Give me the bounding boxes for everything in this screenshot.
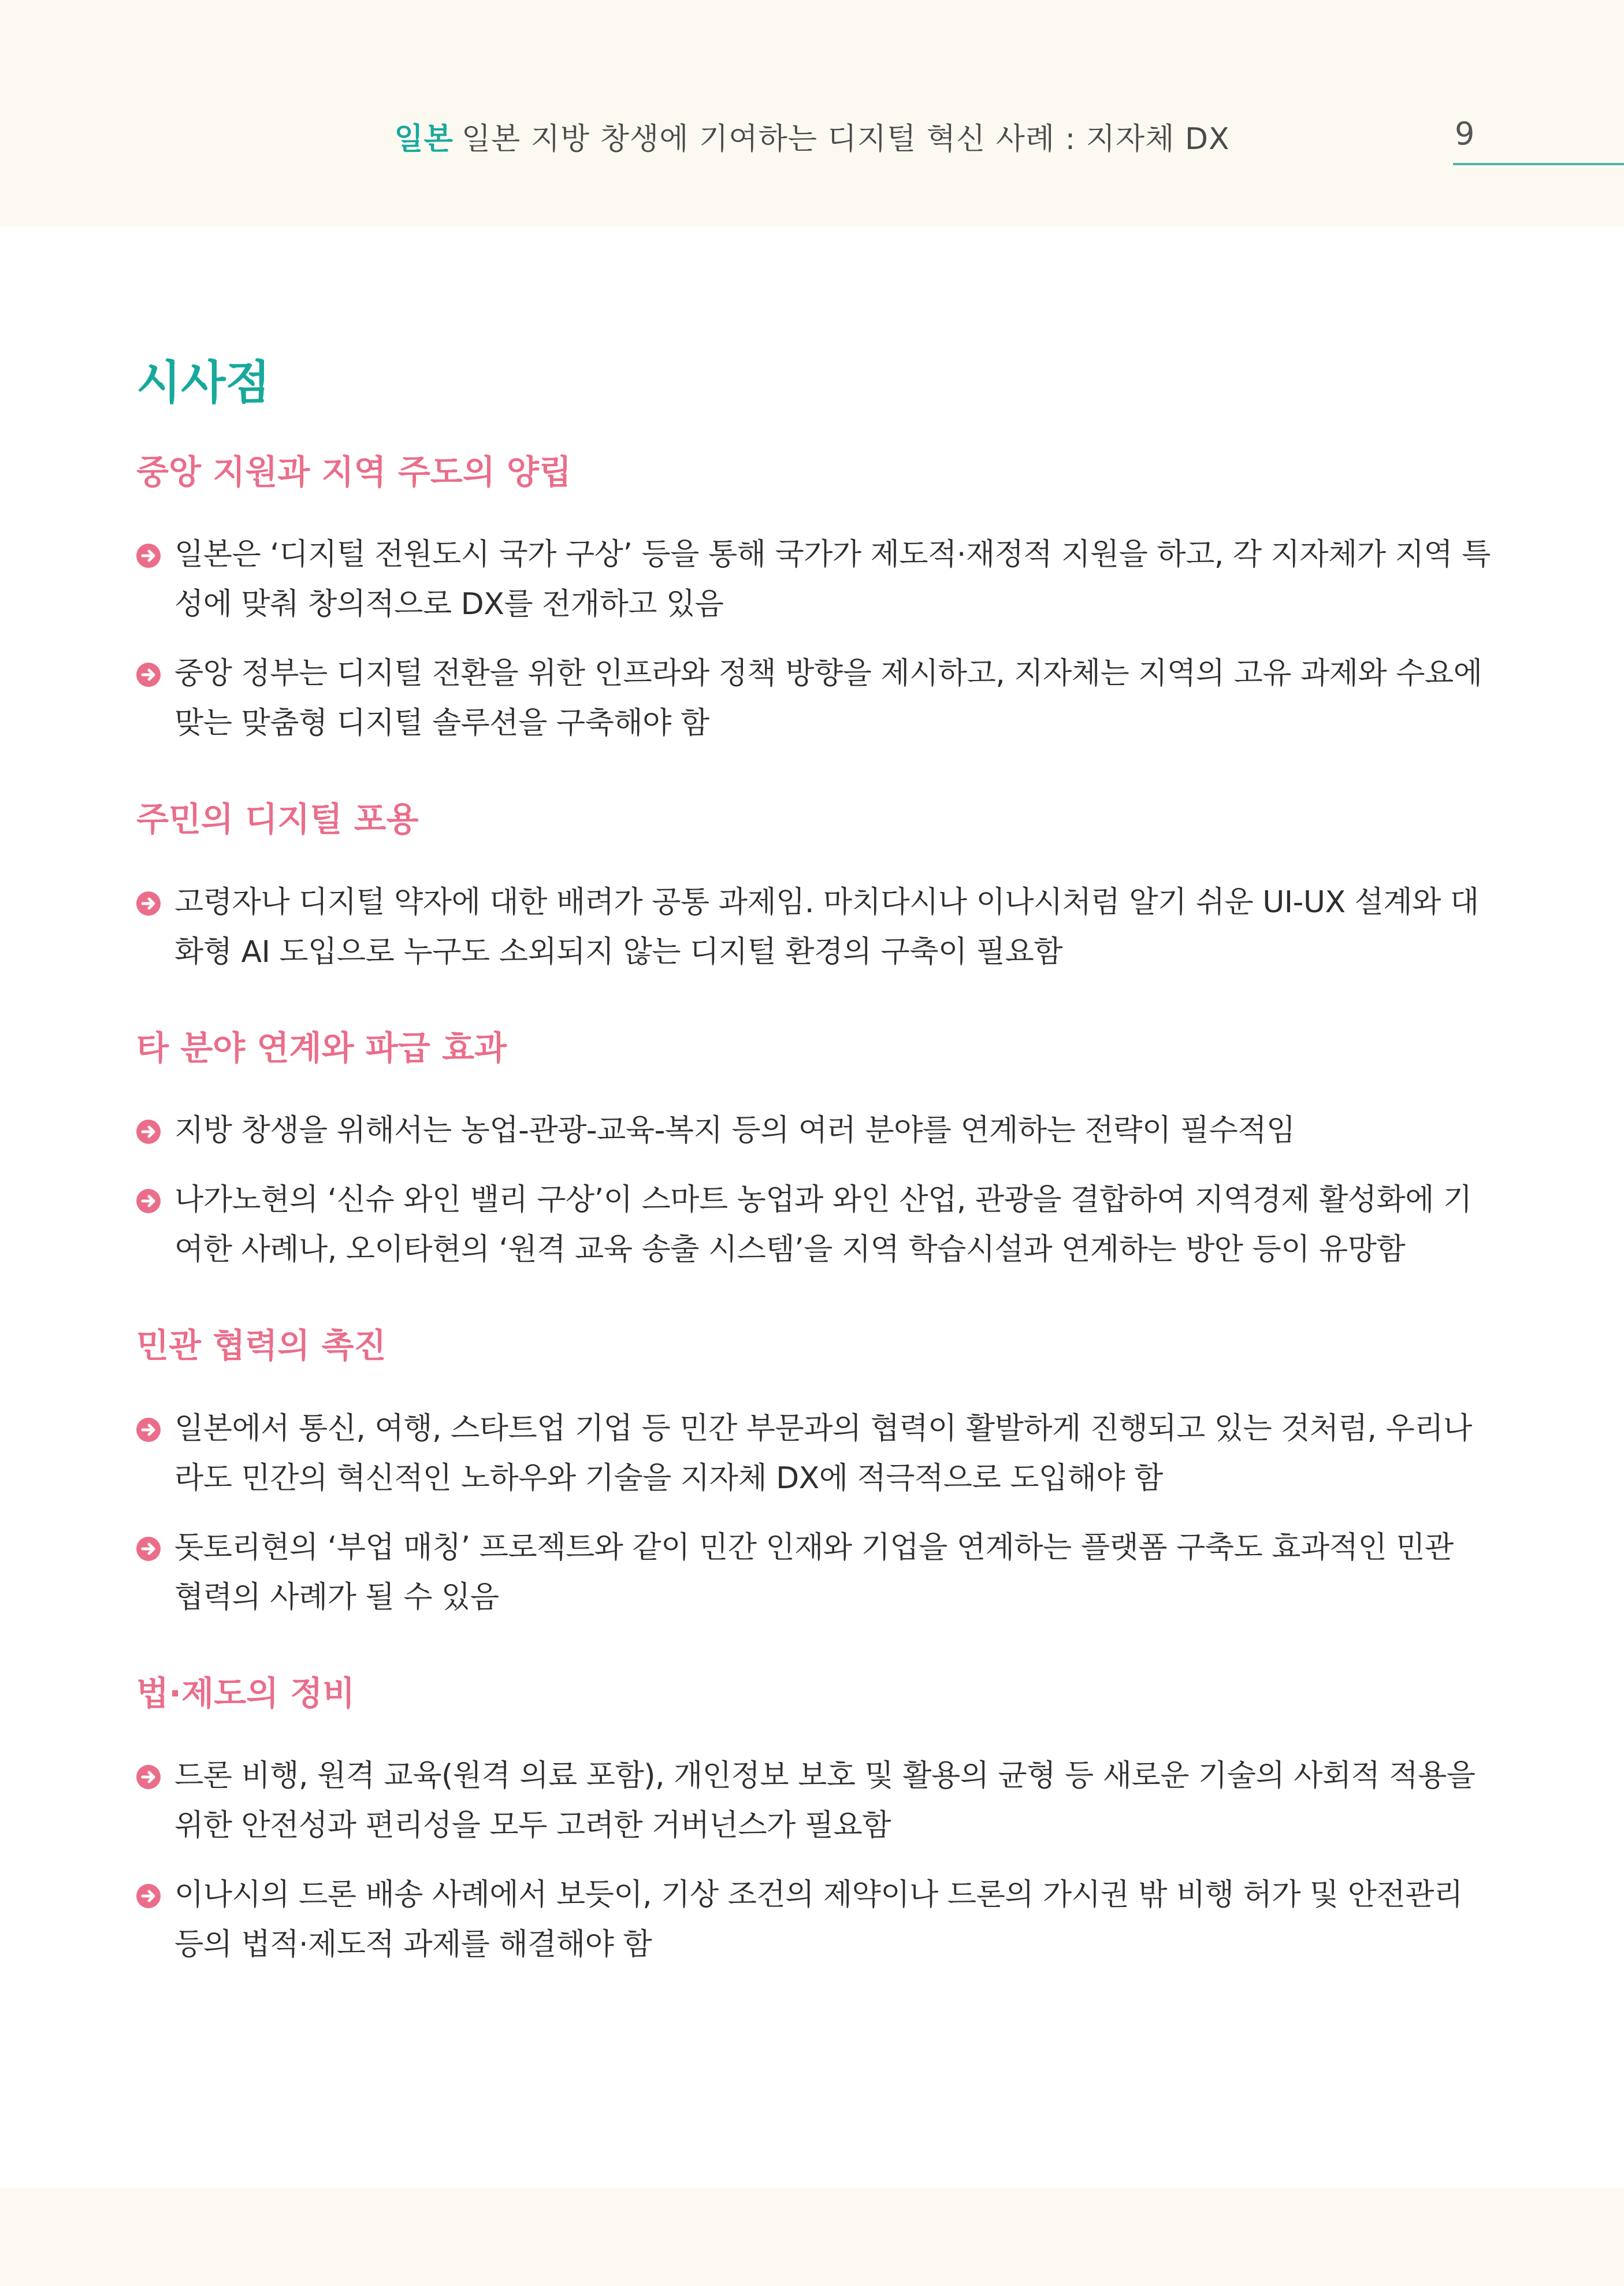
bullet-item xyxy=(136,1175,1491,1274)
section-title: 중앙 지원과 지역 주도의 양립 xyxy=(136,452,572,492)
bullet-text: 드론 비행, 원격 교육(원격 의료 포함), 개인정보 보호 및 활용의 균형 등 새로운 기술의 사회적 적용을 위한 안전성과 편리성을 모두 고려한 거버넌스가 필요함 xyxy=(174,1758,1476,1843)
arrow-circle-right-icon xyxy=(136,1884,161,1908)
bullet-text: 고령자나 디지털 약자에 대한 배려가 공통 과제임. 마치다시나 이나시처럼 알기 쉬운 UI-UX 설계와 대화형 AI 도입으로 누구도 소외되지 않는 디지털 환경의 구축이 필요함 xyxy=(174,884,1479,969)
page-header xyxy=(0,0,1624,226)
section xyxy=(136,451,1491,748)
header-title-text: 일본 지방 창생에 기여하는 디지털 혁신 사례 : 지자체 DX xyxy=(461,122,1230,157)
bullet-list xyxy=(136,530,1491,748)
page-number: 9 xyxy=(1455,116,1475,152)
arrow-circle-right-icon xyxy=(136,1537,161,1561)
page-number-rule xyxy=(1453,163,1624,165)
section-title: 타 분야 연계와 파급 효과 xyxy=(136,1028,507,1068)
bullet-item xyxy=(136,530,1491,629)
arrow-circle-right-icon xyxy=(136,1120,161,1144)
header-country: 일본 xyxy=(394,122,454,157)
main-title: 시사점 xyxy=(136,356,270,410)
section xyxy=(136,1027,1491,1274)
bullet-item xyxy=(136,878,1491,977)
bullet-item xyxy=(136,1523,1491,1622)
section xyxy=(136,1324,1491,1622)
section xyxy=(136,798,1491,976)
bullet-item xyxy=(136,1106,1491,1155)
arrow-circle-right-icon xyxy=(136,1189,161,1213)
arrow-circle-right-icon xyxy=(136,544,161,568)
bullet-text: 일본은 ‘디지털 전원도시 국가 구상’ 등을 통해 국가가 제도적·재정적 지원을 하고, 각 지자체가 지역 특성에 맞춰 창의적으로 DX를 전개하고 있음 xyxy=(174,537,1491,622)
bullet-text: 돗토리현의 ‘부업 매칭’ 프로젝트와 같이 민간 인재와 기업을 연계하는 플랫폼 구축도 효과적인 민관 협력의 사례가 될 수 있음 xyxy=(174,1530,1454,1615)
section xyxy=(136,1672,1491,1969)
arrow-circle-right-icon xyxy=(136,663,161,687)
running-header-title xyxy=(0,114,1624,158)
arrow-circle-right-icon xyxy=(136,891,161,916)
page-footer xyxy=(0,2188,1624,2286)
bullet-item xyxy=(136,1751,1491,1850)
bullet-text: 지방 창생을 위해서는 농업-관광-교육-복지 등의 여러 분야를 연계하는 전략이 필수적임 xyxy=(174,1113,1295,1148)
section-title: 주민의 디지털 포용 xyxy=(136,800,419,839)
bullet-list xyxy=(136,878,1491,977)
bullet-item xyxy=(136,1870,1491,1969)
bullet-list xyxy=(136,1106,1491,1274)
section-title: 법·제도의 정비 xyxy=(136,1673,355,1713)
arrow-circle-right-icon xyxy=(136,1765,161,1789)
bullet-item xyxy=(136,649,1491,748)
bullet-list xyxy=(136,1404,1491,1622)
arrow-circle-right-icon xyxy=(136,1418,161,1442)
bullet-text: 이나시의 드론 배송 사례에서 보듯이, 기상 조건의 제약이나 드론의 가시권 밖 비행 허가 및 안전관리 등의 법적·제도적 과제를 해결해야 함 xyxy=(174,1877,1463,1962)
bullet-text: 일본에서 통신, 여행, 스타트업 기업 등 민간 부문과의 협력이 활발하게 진행되고 있는 것처럼, 우리나라도 민간의 혁신적인 노하우와 기술을 지자체 DX에 적극적으로 도입해야 함 xyxy=(174,1411,1472,1496)
section-title: 민관 협력의 촉진 xyxy=(136,1326,387,1366)
bullet-text: 나가노현의 ‘신슈 와인 밸리 구상’이 스마트 농업과 와인 산업, 관광을 결합하여 지역경제 활성화에 기여한 사례나, 오이타현의 ‘원격 교육 송출 시스템’을 지역 학습시설과 연계하는 방안 등이 유망함 xyxy=(174,1183,1472,1267)
bullet-list xyxy=(136,1751,1491,1969)
content-body xyxy=(136,451,1491,2019)
bullet-text: 중앙 정부는 디지털 전환을 위한 인프라와 정책 방향을 제시하고, 지자체는 지역의 고유 과제와 수요에 맞는 맞춤형 디지털 솔루션을 구축해야 함 xyxy=(174,656,1482,741)
bullet-item xyxy=(136,1404,1491,1503)
